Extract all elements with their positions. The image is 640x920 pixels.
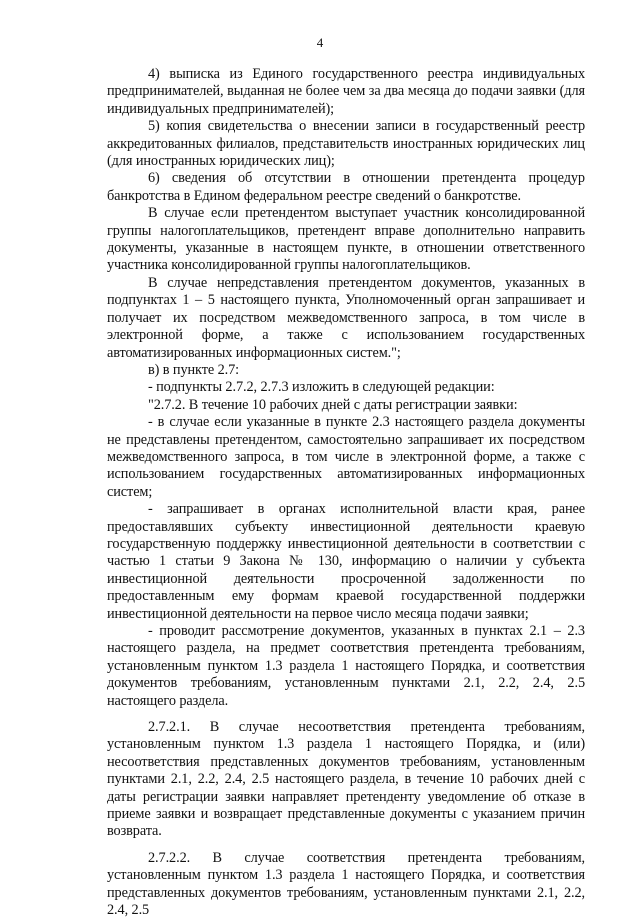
paragraph-item-6: 6) сведения об отсутствии в отношении претендента процедур банкротства в Едином федеральном реестре сведений о банкротстве.	[107, 170, 585, 204]
paragraph-2-7-2-2: 2.7.2.2. В случае соответствия претендента требованиям, установленным пунктом 1.3 раздела 1 настоящего Порядка, и соответствия представленных документов требованиям, установленным пунктами 2.1, 2.2, 2.4, 2.5	[107, 849, 585, 919]
paragraph-request-documents: - в случае если указанные в пункте 2.3 настоящего раздела документы не представлены претендентом, самостоятельно запрашивает их посредством межведомственного запроса, в том числе в электронной форме, а также с использованием государственных автоматизированных информационных систем;	[107, 414, 585, 500]
paragraph-2-7-2: "2.7.2. В течение 10 рабочих дней с даты регистрации заявки:	[148, 396, 518, 413]
paragraph-2-7-2-1: 2.7.2.1. В случае несоответствия претендента требованиям, установленным пунктом 1.3 раздела 1 настоящего Порядка, и (или) несоответствия представленных документов требованиям, установленным пунктами 2.1, 2.2, 2.4, 2.5 настоящего раздела, в течение 10 рабочих дней с даты регистрации заявки направляет претенденту уведомление об отказе в приеме заявки и возвращает представленные документы с указанием причин возврата.	[107, 719, 585, 840]
paragraph-amendment-2-7: в) в пункте 2.7:	[148, 361, 240, 378]
paragraph-review-documents: - проводит рассмотрение документов, указанных в пунктах 2.1 – 2.3 настоящего раздела, на предмет соответствия претендента требованиям, установленным пунктом 1.3 раздела 1 настоящего Порядка, и соответствия документов требованиям, установленным пунктами 2.1, 2.2, 2.4, 2.5 настоящего раздела.	[107, 623, 585, 709]
paragraph-item-5: 5) копия свидетельства о внесении записи в государственный реестр аккредитованных филиалов, представительств иностранных юридических лиц (для иностранных юридических лиц);	[107, 118, 585, 170]
page-number: 4	[316, 35, 324, 50]
paragraph-subitems-wording: - подпункты 2.7.2, 2.7.3 изложить в следующей редакции:	[148, 379, 495, 396]
paragraph-request-debt-info: - запрашивает в органах исполнительной власти края, ранее предоставлявших субъекту инвестиционной деятельности краевую государственную поддержку инвестиционной деятельности в соответствии с частью 1 статьи 9 Закона № 130, информацию о наличии у субъекта инвестиционной деятельности просроченной задолженности по предоставленным ему формам краевой государственной поддержки инвестиционной деятельности на первое число месяца подачи заявки;	[107, 501, 585, 622]
document-body	[107, 66, 585, 920]
paragraph-non-submission: В случае непредставления претендентом документов, указанных в подпунктах 1 – 5 настоящего пункта, Уполномоченный орган запрашивает и получает их посредством межведомственного запроса, в том числе в электронной форме, а также с использованием государственных автоматизированных информационных систем.";	[107, 274, 585, 361]
paragraph-consolidated-group: В случае если претендентом выступает участник консолидированной группы налогоплательщиков, претендент вправе дополнительно направить документы, указанные в настоящем пункте, в отношении ответственного участника консолидированной группы налогоплательщиков.	[107, 205, 585, 274]
paragraph-item-4: 4) выписка из Единого государственного реестра индивидуальных предпринимателей, выданная не более чем за два месяца до подачи заявки (для индивидуальных предпринимателей);	[107, 66, 585, 117]
